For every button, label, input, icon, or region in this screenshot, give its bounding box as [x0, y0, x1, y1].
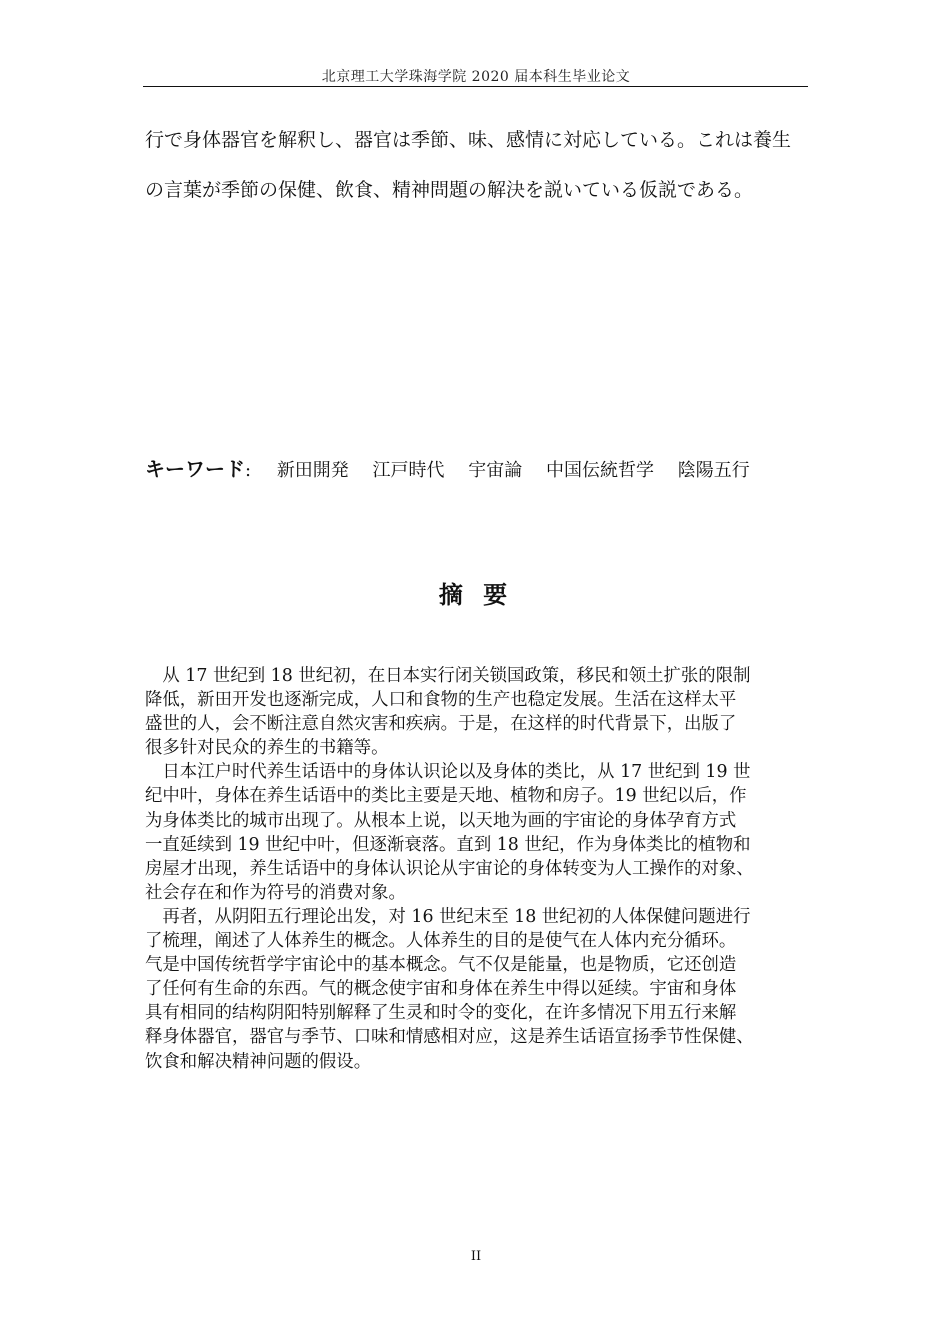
keyword-item: 陰陽五行 [677, 460, 750, 481]
abstract-line: 为身体类比的城市出现了。从根本上说，以天地为画的宇宙论的身体孕育方式 [145, 810, 737, 831]
abstract-line: 日本江户时代养生话语中的身体认识论以及身体的类比，从 17 世纪到 19 世 [145, 762, 751, 783]
keyword-item: 江戸時代 [372, 460, 445, 481]
keywords-row [145, 453, 810, 479]
abstract-line: 盛世的人，会不断注意自然灾害和疾病。于是，在这样的时代背景下，出版了 [145, 714, 737, 735]
abstract-line: 气是中国传统哲学宇宙论中的基本概念。气不仅是能量，也是物质，它还创造 [145, 955, 737, 976]
abstract-title: 摘 要 [438, 581, 514, 609]
keyword-item: 宇宙論 [468, 460, 523, 481]
header-rule [143, 86, 808, 87]
keywords-colon: : [245, 460, 252, 481]
abstract-line: 很多针对民众的养生的书籍等。 [145, 738, 389, 759]
abstract-line: 释身体器官，器官与季节、口味和情感相对应，这是养生话语宣扬季节性保健、 [145, 1027, 754, 1048]
abstract-body [145, 664, 810, 1074]
keywords-label: キーワード [145, 457, 245, 481]
abstract-line: 再者，从阴阳五行理论出发，对 16 世纪末至 18 世纪初的人体保健问题进行 [145, 906, 751, 927]
abstract-line: 从 17 世纪到 18 世纪初，在日本实行闭关锁国政策，移民和领土扩张的限制 [145, 666, 751, 686]
abstract-line: 纪中叶，身体在养生话语中的类比主要是天地、植物和房子。19 世纪以后，作 [145, 786, 747, 807]
japanese-abstract-line-1: 行で身体器官を解釈し、器官は季節、味、感情に対応している。これは養生 [145, 129, 792, 151]
abstract-line: 具有相同的结构阴阳特别解释了生灵和时令的变化，在许多情况下用五行来解 [145, 1003, 737, 1024]
page-number: II [470, 1249, 482, 1264]
abstract-line: 了任何有生命的东西。气的概念使宇宙和身体在养生中得以延续。宇宙和身体 [145, 979, 737, 1000]
abstract-line: 饮食和解决精神问题的假设。 [145, 1051, 372, 1072]
abstract-line: 了梳理，阐述了人体养生的概念。人体养生的目的是使气在人体内充分循环。 [145, 931, 737, 952]
abstract-line: 社会存在和作为符号的消费对象。 [145, 882, 406, 903]
abstract-line: 降低，新田开发也逐渐完成，人口和食物的生产也稳定发展。生活在这样太平 [145, 690, 737, 711]
abstract-line: 一直延续到 19 世纪中叶，但逐渐衰落。直到 18 世纪，作为身体类比的植物和 [145, 834, 751, 855]
page-header: 北京理工大学珠海学院 2020 届本科生毕业论文 [321, 69, 631, 85]
japanese-abstract-line-2: の言葉が季節の保健、飲食、精神問題の解決を説いている仮説である。 [145, 179, 754, 201]
keyword-item: 新田開発 [276, 460, 349, 481]
keyword-item: 中国伝統哲学 [546, 460, 655, 481]
abstract-line: 房屋才出现，养生话语中的身体认识论从宇宙论的身体转变为人工操作的对象、 [145, 858, 754, 879]
